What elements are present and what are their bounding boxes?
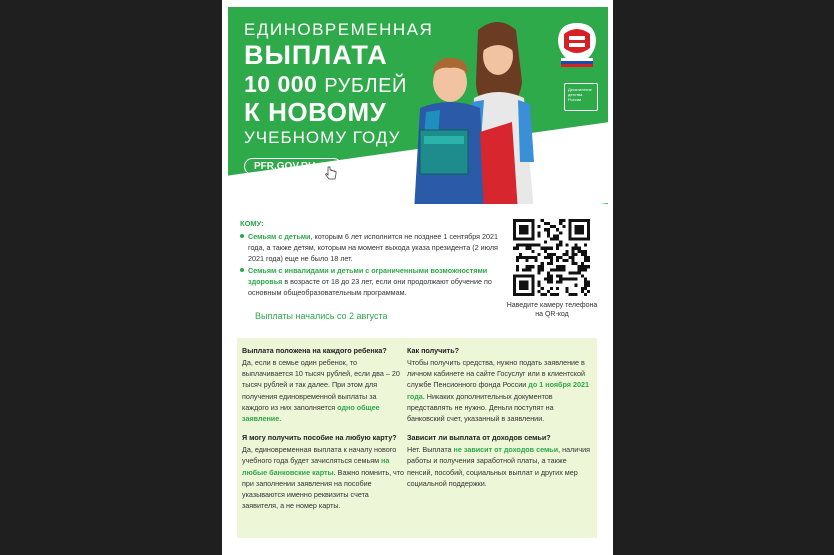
banner-amount-line (244, 71, 407, 98)
faq-answer-text: Да, если в семье один ребенок, то выплачивается 10 тысяч рублей, если два – 20 тысяч рублей и так далее. При этом для получения единовременной выплаты за каждого из них заполняется (242, 358, 400, 412)
badge-text: Десятилетие детства России (568, 87, 592, 102)
eligibility-text: в возрасте от 18 до 23 лет, если они продолжают обучение по основным общеобразовательным программам. (248, 277, 492, 298)
banner-currency: РУБЛЕЙ (324, 75, 407, 97)
faq-answer-text: Нет. Выплата (407, 445, 454, 455)
eligibility-highlight: Семьям с детьми (248, 231, 311, 241)
banner-line-5: УЧЕБНОМУ ГОДУ (244, 128, 401, 147)
faq-answer (242, 357, 404, 424)
faq-answer-text: , наличия работы и получения заработной платы, а также пенсий, пособий, социальных выплат и других мер социальной поддержки. (407, 445, 590, 488)
banner-line-2: ВЫПЛАТА (244, 40, 388, 70)
faq-column-left (242, 345, 404, 519)
childhood-decade-badge (564, 83, 598, 111)
banner-amount: 10 000 (244, 71, 318, 97)
faq-answer-text: Чтобы получить средства, нужно подать заявление в личном кабинете на сайте Госуслуг или в клиентской службе Пенсионного фонда России (407, 358, 585, 390)
leaflet-page (222, 0, 613, 555)
banner-line-1: ЕДИНОВРЕМЕННАЯ (244, 20, 434, 39)
faq-answer-text: Никаких дополнительных документов представлять не нужно. Деньги поступят на банковский счет, указанный в заявлении. (407, 391, 554, 423)
banner-line-4: К НОВОМУ (244, 97, 387, 127)
faq-answer (407, 444, 591, 489)
promo-banner (228, 7, 608, 204)
site-link-label: PFR.GOV.RU (254, 161, 316, 172)
faq-question: Выплата положена на каждого ребенка? (242, 346, 387, 355)
children-photo (400, 12, 560, 204)
faq-answer-text: Да, единовременная выплата к началу нового учебного года будет зачисляться семьям (242, 445, 397, 466)
faq-answer-text: Важно помнить, что при заполнении заявления на пособие указываются именно реквизиты счета заявителя, а не номер карты. (242, 467, 405, 511)
faq-answer (242, 444, 404, 511)
eligibility-section (240, 218, 500, 300)
faq-question: Зависит ли выплата от доходов семьи? (407, 433, 551, 443)
faq-question: Я могу получить пособие на любую карту? (242, 433, 397, 443)
bullet-icon (240, 234, 244, 238)
faq-answer-highlight: до 1 ноября 2021 года. (407, 380, 589, 401)
faq-answer-highlight: на любые банковские карты. (242, 456, 390, 477)
eligibility-text: , которым 6 лет исполнится не позднее 1 сентября 2021 года, а также детям, которым на момент выхода указа президента (2 июля 2021 года) еще не было 18 лет. (248, 231, 499, 263)
faq-panel (237, 338, 597, 538)
eligibility-highlight: Семьям с инвалидами и детьми с ограниченными возможностями здоровья (248, 266, 488, 287)
eligibility-item (240, 231, 500, 264)
faq-answer-highlight: не зависит от доходов семьи (453, 445, 559, 455)
hand-cursor-icon (325, 166, 337, 183)
qr-code[interactable] (513, 219, 590, 296)
faq-answer-highlight: одно общее заявление. (242, 402, 380, 423)
payments-started-note: Выплаты начались со 2 августа (255, 311, 388, 321)
bullet-icon (240, 268, 244, 272)
pfr-logo-icon (555, 20, 599, 70)
eligibility-item (240, 265, 500, 298)
faq-answer (407, 357, 591, 424)
eligibility-title: КОМУ: (240, 219, 264, 228)
qr-caption: Наведите камеру телефона на QR-код (506, 302, 598, 319)
faq-column-right (407, 345, 591, 497)
faq-question: Как получить? (407, 346, 460, 355)
